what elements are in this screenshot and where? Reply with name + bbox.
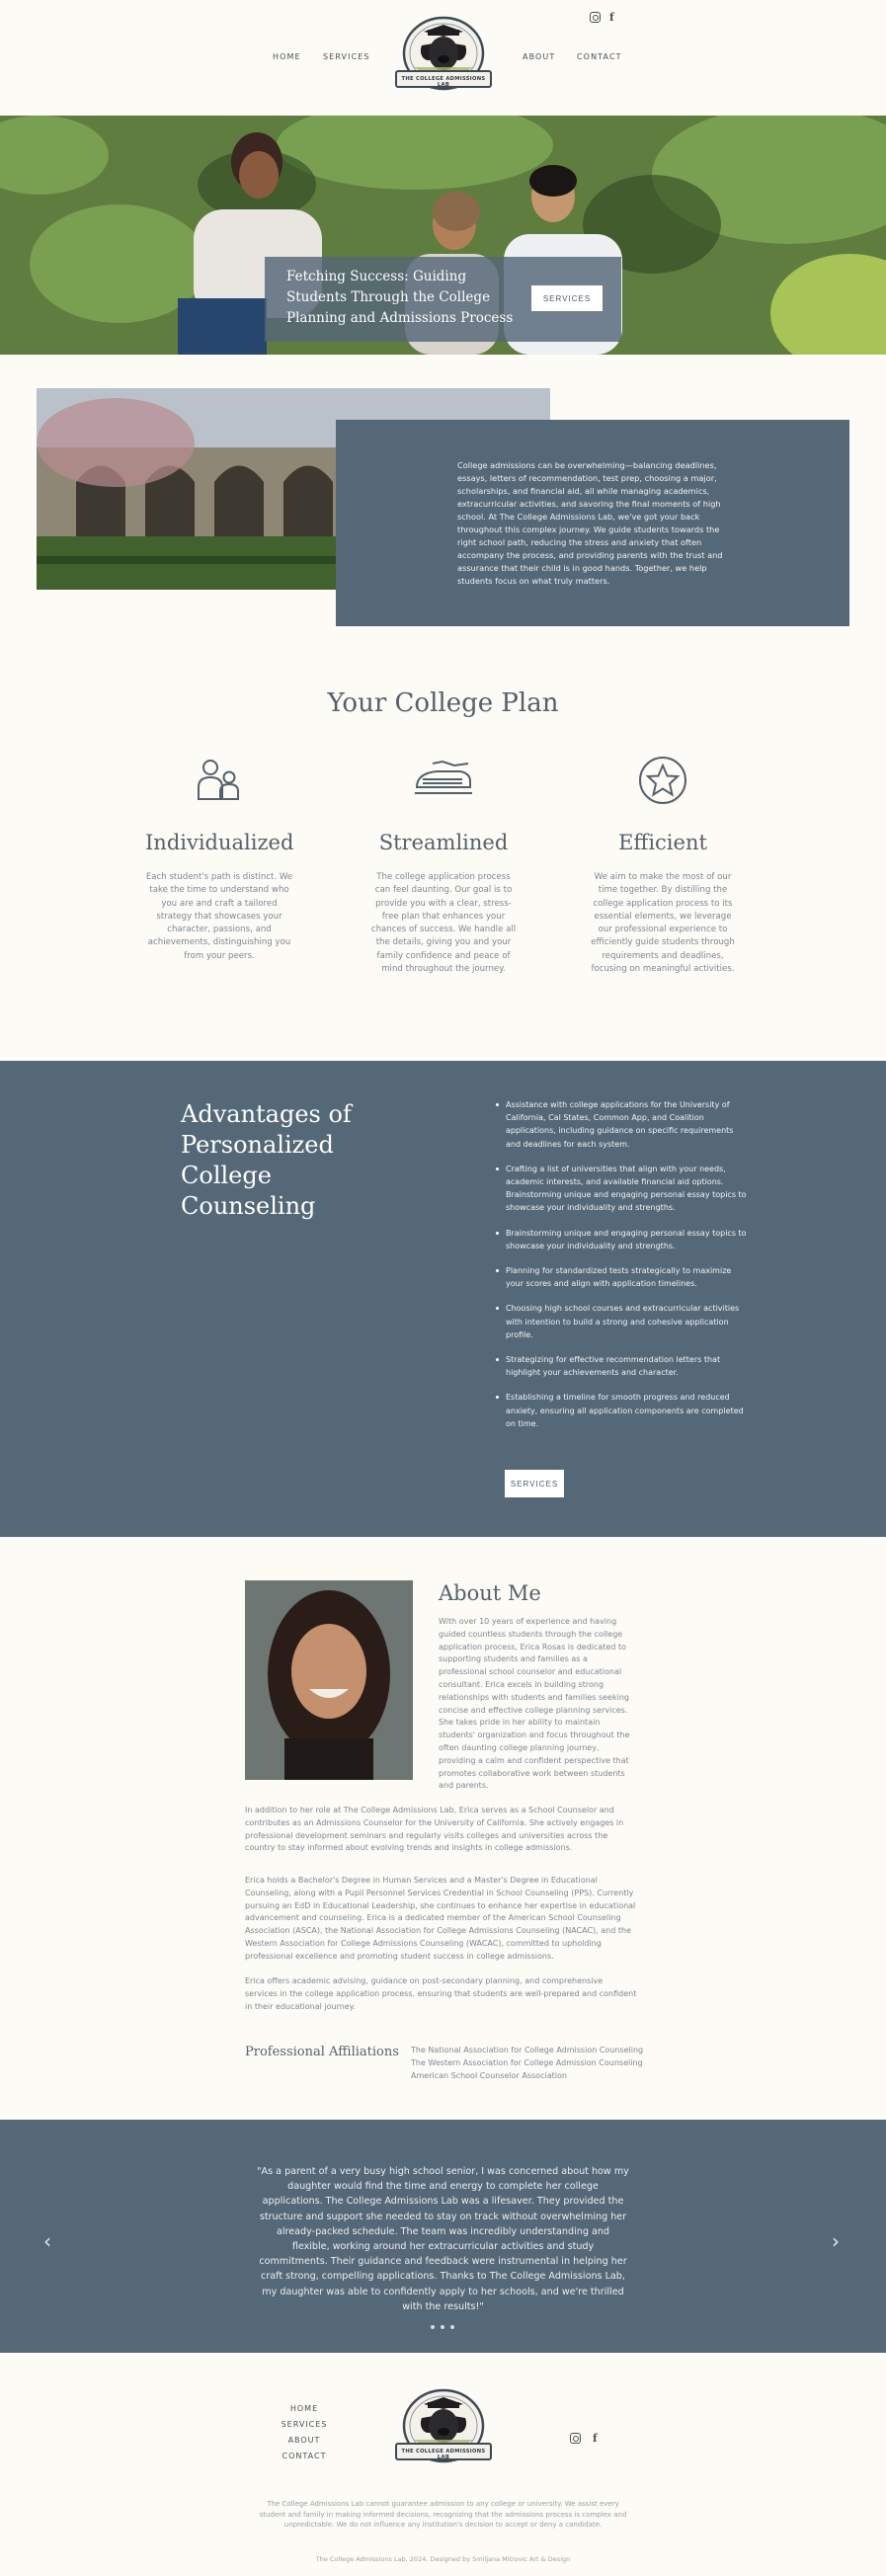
list-item: Establishing a timeline for smooth progress and reduced anxiety, ensuring all application components are completed on time.: [500, 1391, 747, 1430]
testimonial-quote: "As a parent of a very busy high school senior, I was concerned about how my daughter would find the time and energy to complete her college applications. The College Admissions Lab was a lifesaver. They provided the structure and support she needed to stay on track without overwhelming her already-packed schedule. The team was incredibly understanding and flexible, working around her extracurricular activities and study commitments. Their guidance and feedback were instrumental in helping her craft strong, compelling applications. Thanks to The College Admissions Lab, my daughter was able to confidently apply to her schools, and we're thrilled with the results!": [257, 2166, 629, 2312]
list-item: The National Association for College Admission Counseling: [411, 2046, 644, 2054]
people-icon: [197, 758, 242, 801]
plan-head: Streamlined: [378, 831, 509, 854]
erica-portrait-photo: [245, 1580, 413, 1780]
plan-title: Your College Plan: [327, 688, 559, 718]
college-admissions-lab-logo[interactable]: [388, 16, 499, 105]
footer-nav-home[interactable]: HOME: [289, 2404, 319, 2413]
footer-nav-contact[interactable]: CONTACT: [282, 2452, 327, 2460]
about-paragraph-2: Erica holds a Bachelor's Degree in Human Services and a Master's Degree in Educational Counseling, along with a Pupil Personnel Services Credential in School Counseling (PPS). Currently pursuing an EdD in Educational Leadership, she continues to enhance her expertise in educational advancement and counseling. Erica is a dedicated member of the American School Counseling Association (ASCA), the National Association for College Admissions Counseling (NACAC), and the Western Association for College Admissions Counseling (WACAC), committed to upholding professional excellence and promoting student success in college admissions.: [245, 1876, 636, 1961]
footer-logo-text: THE COLLEGE ADMISSIONS LAB: [401, 2449, 486, 2460]
list-item: Assistance with college applications for the University of California, Cal States, Common App, and Coalition applications, including guidance on specific requirements and deadlines for each system.: [500, 1098, 747, 1151]
footer-nav-services[interactable]: SERVICES: [281, 2420, 328, 2429]
plan-text: The college application process can feel daunting. Our goal is to provide you with a clear, stress-free plan that enhances your chances of success. We handle all the details, giving you and your family confidence and peace of mind throughout the journey.: [370, 872, 517, 975]
site-header: [0, 0, 886, 116]
footer-copyright: The College Admissions Lab, 2024. Designed by Smiljana Mitrovic Art & Design: [315, 2555, 571, 2563]
advantages-title: Advantages of Personalized College Counseling: [181, 1100, 352, 1220]
chevron-left-icon[interactable]: ‹: [43, 2229, 51, 2253]
about-title: About Me: [439, 1581, 541, 1605]
instagram-icon[interactable]: [590, 12, 601, 23]
affiliations-title: Professional Affiliations: [245, 2045, 399, 2059]
carousel-dot[interactable]: [431, 2325, 435, 2329]
list-item: The Western Association for College Admission Counseling: [411, 2057, 643, 2067]
list-item: Brainstorming unique and engaging personal essay topics to showcase your individuality and strengths.: [500, 1227, 747, 1252]
hero-services-button[interactable]: SERVICES: [531, 285, 603, 311]
carousel-dot[interactable]: [450, 2325, 454, 2329]
facebook-icon[interactable]: f: [593, 2432, 598, 2445]
social-links: [590, 12, 614, 23]
hero-title: Fetching Success: Guiding Students Through the College Planning and Admissions Process: [286, 269, 514, 326]
train-icon: [413, 758, 474, 801]
footer-social-links: [570, 2433, 598, 2444]
plan-text: Each student's path is distinct. We take the time to understand who you are and craft a tailored strategy that showcases your character, passions, and achievements, distinguishing you from your peers.: [145, 872, 293, 961]
about-section: [0, 1537, 886, 2120]
list-item: American School Counselor Association: [411, 2070, 567, 2080]
nav-services[interactable]: SERVICES: [323, 52, 370, 61]
about-paragraph-3: Erica offers academic advising, guidance on post-secondary planning, and comprehensive services in the college application process, ensuring that students are well-prepared and confident in their educational journey.: [245, 1976, 637, 2011]
list-item: Crafting a list of universities that align with your needs, academic interests, and available financial aid options. Brainstorming unique and engaging personal essay topics to showcase your individuality and strengths.: [500, 1163, 747, 1215]
about-intro-text: With over 10 years of experience and having guided countless students through the college application process, Erica Rosas is dedicated to supporting students and families as a professional school counselor and educational consultant. Erica excels in building strong relationships with students and families seeking concise and effective college planning services. She takes pride in her ability to maintain students' organization and focus throughout the often daunting college planning journey, providing a calm and confident perspective that promotes collaborative work between students and parents.: [439, 1617, 630, 1791]
intro-text-panel: [336, 420, 849, 626]
about-paragraph-1: In addition to her role at The College Admissions Lab, Erica serves as a School Counselor and contributes as an Admissions Counselor for the University of California. She actively engages in professional development seminars and regularly visits colleges and universities across the country to stay informed about evolving trends and insights in college admissions.: [245, 1806, 624, 1853]
advantages-list: [500, 1098, 747, 1430]
star-icon: [638, 756, 687, 805]
carousel-dot[interactable]: [441, 2325, 444, 2329]
footer-nav-about[interactable]: ABOUT: [287, 2436, 321, 2445]
advantages-section: [0, 1061, 886, 1537]
footer-disclaimer: The College Admissions Lab cannot guarantee admission to any college or university. We assist every student and family in making informed decisions, recognizing that the admissions process is complex and unpredictable. We do not influence any institution's decision to accept or deny a candidate.: [259, 2500, 627, 2529]
intro-section: [0, 355, 886, 641]
carousel-dots: [431, 2325, 454, 2329]
instagram-icon[interactable]: [570, 2433, 581, 2444]
college-plan-section: [0, 641, 886, 1061]
footer-logo[interactable]: [388, 2388, 499, 2477]
plan-head: Efficient: [618, 831, 707, 854]
list-item: Choosing high school courses and extracurricular activities with intention to build a strong and cohesive application profile.: [500, 1302, 747, 1341]
list-item: Planning for standardized tests strategically to maximize your scores and align with application timelines.: [500, 1264, 747, 1290]
nav-contact[interactable]: CONTACT: [577, 52, 622, 61]
list-item: Strategizing for effective recommendation letters that highlight your achievements and character.: [500, 1353, 747, 1379]
nav-about[interactable]: ABOUT: [523, 52, 556, 61]
hero-banner: [0, 116, 886, 355]
site-footer: [0, 2353, 886, 2576]
plan-head: Individualized: [145, 831, 294, 854]
affiliations-list: [411, 2045, 648, 2082]
nav-home[interactable]: HOME: [273, 52, 301, 61]
intro-paragraph: College admissions can be overwhelming—balancing deadlines, essays, letters of recommendation, test prep, choosing a major, scholarships, and financial aid, all while managing academics, extracurricular activities, and savoring the final moments of high school. At The College Admissions Lab, we've got your back throughout this complex journey. We guide students towards the right school path, reducing the stress and anxiety that often accompany the process, and providing parents with the trust and assurance that their child is in good hands. Together, we help students focus on what truly matters.: [457, 460, 723, 586]
facebook-icon[interactable]: f: [609, 11, 614, 24]
advantages-services-button[interactable]: SERVICES: [505, 1470, 564, 1497]
plan-text: We aim to make the most of our time together. By distilling the college application process to its essential elements, we leverage our professional experience to efficiently guide students through requirements and deadlines, focusing on meaningful activities.: [591, 872, 735, 975]
testimonial-section: [0, 2120, 886, 2353]
chevron-right-icon[interactable]: ›: [832, 2229, 840, 2253]
logo-text: THE COLLEGE ADMISSIONS LAB: [401, 76, 486, 88]
